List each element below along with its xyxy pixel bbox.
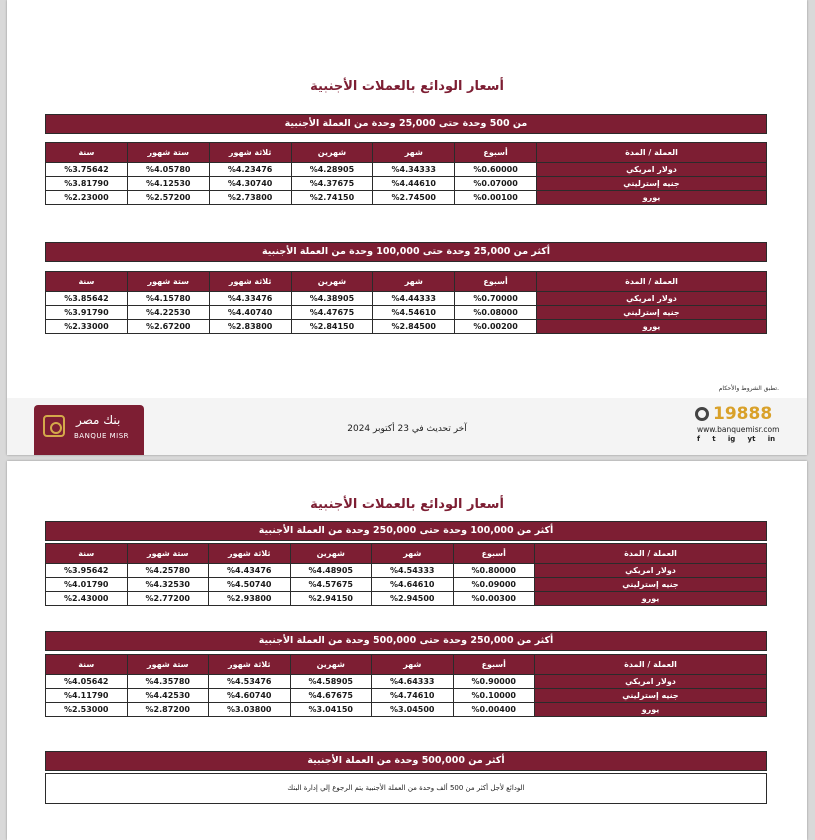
- rate-cell: %3.75642: [46, 163, 128, 177]
- rate-cell: %0.70000: [455, 292, 537, 306]
- header-term: سنة: [46, 655, 128, 675]
- currency-cell: يورو: [535, 592, 767, 606]
- rate-cell: %3.04150: [290, 703, 372, 717]
- rate-cell: %0.80000: [453, 564, 535, 578]
- currency-cell: يورو: [537, 320, 767, 334]
- rate-cell: %4.25780: [127, 564, 209, 578]
- terms-note: .تطبق الشروط والأحكام: [718, 385, 779, 392]
- rate-cell: %4.34333: [373, 163, 455, 177]
- tier-3-rates-table: [45, 543, 767, 606]
- rate-cell: %0.10000: [453, 689, 535, 703]
- rate-cell: %4.28905: [291, 163, 373, 177]
- page-title: أسعار الودائع بالعملات الأجنبية: [310, 79, 504, 94]
- tier-5-note: الودائع لأجل أكثر من 500 ألف وحدة من العملة الأجنبية يتم الرجوع إلي إدارة البنك: [45, 773, 767, 804]
- table-row: [46, 703, 767, 717]
- header-term: ستة شهور: [127, 143, 209, 163]
- header-term: أسبوع: [455, 272, 537, 292]
- rate-cell: %4.54610: [373, 306, 455, 320]
- rate-cell: %4.15780: [127, 292, 209, 306]
- hotline-number: 19888: [713, 404, 773, 424]
- rate-cell: %4.64333: [372, 675, 454, 689]
- last-updated: آخر تحديث في 23 أكتوبر 2024: [347, 424, 467, 434]
- document-page-2: [7, 461, 807, 840]
- rate-cell: %0.09000: [453, 578, 535, 592]
- website-link[interactable]: www.banquemisr.com: [697, 425, 780, 434]
- rate-cell: %2.84500: [373, 320, 455, 334]
- table-row: [46, 320, 767, 334]
- rate-cell: %4.32530: [127, 578, 209, 592]
- header-term: شهر: [372, 544, 454, 564]
- page-title: أسعار الودائع بالعملات الأجنبية: [310, 497, 504, 512]
- header-term: شهر: [372, 655, 454, 675]
- rate-cell: %4.44333: [373, 292, 455, 306]
- header-term: أسبوع: [455, 143, 537, 163]
- rate-cell: %4.64610: [372, 578, 454, 592]
- rate-cell: %2.94500: [372, 592, 454, 606]
- currency-cell: جنيه إسترليني: [537, 177, 767, 191]
- rate-cell: %4.12530: [127, 177, 209, 191]
- header-term: شهر: [373, 272, 455, 292]
- header-term: ستة شهور: [127, 544, 209, 564]
- rate-cell: %4.67675: [290, 689, 372, 703]
- rate-cell: %2.73800: [209, 191, 291, 205]
- rate-cell: %2.53000: [46, 703, 128, 717]
- rate-cell: %0.60000: [455, 163, 537, 177]
- rate-cell: %2.43000: [46, 592, 128, 606]
- rate-cell: %4.47675: [291, 306, 373, 320]
- table-row: [46, 564, 767, 578]
- rate-cell: %0.90000: [453, 675, 535, 689]
- header-term: شهرين: [291, 143, 373, 163]
- rate-cell: %4.43476: [209, 564, 291, 578]
- tier-4-title: أكثر من 250,000 وحدة حتى 500,000 وحدة من العملة الأجنبية: [45, 631, 767, 651]
- header-term: ستة شهور: [127, 272, 209, 292]
- header-term: سنة: [46, 272, 128, 292]
- rate-cell: %4.22530: [127, 306, 209, 320]
- rate-cell: %4.01790: [46, 578, 128, 592]
- document-page-1: [7, 0, 807, 455]
- social-links: [697, 435, 785, 443]
- table-row: [46, 177, 767, 191]
- header-term: شهرين: [290, 544, 372, 564]
- rate-cell: %3.85642: [46, 292, 128, 306]
- rate-cell: %4.40740: [209, 306, 291, 320]
- tier-2-rates-table: [45, 271, 767, 334]
- phone-icon: [695, 407, 709, 421]
- logo-english-text: BANQUE MISR: [74, 432, 130, 440]
- tier-5-title: أكثر من 500,000 وحدة من العملة الأجنبية: [45, 751, 767, 771]
- rate-cell: %2.74500: [373, 191, 455, 205]
- table-row: [46, 306, 767, 320]
- rate-cell: %0.00400: [453, 703, 535, 717]
- rate-cell: %4.23476: [209, 163, 291, 177]
- header-term: أسبوع: [453, 655, 535, 675]
- rate-cell: %0.00300: [453, 592, 535, 606]
- header-term: ثلاثة شهور: [209, 655, 291, 675]
- table-row: [46, 191, 767, 205]
- currency-cell: جنيه إسترليني: [535, 689, 767, 703]
- header-term: شهرين: [291, 272, 373, 292]
- rate-cell: %3.91790: [46, 306, 128, 320]
- table-row: [46, 592, 767, 606]
- table-row: [46, 578, 767, 592]
- tier-3-title: أكثر من 100,000 وحدة حتى 250,000 وحدة من العملة الأجنبية: [45, 521, 767, 541]
- currency-cell: يورو: [537, 191, 767, 205]
- rate-cell: %4.11790: [46, 689, 128, 703]
- header-term: شهر: [373, 143, 455, 163]
- header-currency-term: العملة / المدة: [537, 272, 767, 292]
- header-term: سنة: [46, 143, 128, 163]
- rate-cell: %2.93800: [209, 592, 291, 606]
- rate-cell: %2.94150: [290, 592, 372, 606]
- rate-cell: %4.35780: [127, 675, 209, 689]
- rate-cell: %4.30740: [209, 177, 291, 191]
- facebook-icon[interactable]: f: [697, 435, 701, 443]
- rate-cell: %2.77200: [127, 592, 209, 606]
- currency-cell: يورو: [535, 703, 767, 717]
- table-row: [46, 675, 767, 689]
- tier-4-rates-table: [45, 654, 767, 717]
- header-term: ستة شهور: [127, 655, 209, 675]
- rate-cell: %2.74150: [291, 191, 373, 205]
- rate-cell: %4.58905: [290, 675, 372, 689]
- tier-2-title: أكثر من 25,000 وحدة حتى 100,000 وحدة من العملة الأجنبية: [45, 242, 767, 262]
- currency-cell: دولار امريكي: [537, 163, 767, 177]
- header-term: شهرين: [290, 655, 372, 675]
- rate-cell: %0.00200: [455, 320, 537, 334]
- rate-cell: %3.95642: [46, 564, 128, 578]
- currency-cell: دولار امريكي: [537, 292, 767, 306]
- header-term: سنة: [46, 544, 128, 564]
- rate-cell: %0.08000: [455, 306, 537, 320]
- rate-cell: %4.42530: [127, 689, 209, 703]
- youtube-icon[interactable]: yt: [747, 435, 756, 443]
- rate-cell: %3.04500: [372, 703, 454, 717]
- rate-cell: %4.53476: [209, 675, 291, 689]
- twitter-icon[interactable]: t: [712, 435, 716, 443]
- tier-1-title: من 500 وحدة حتى 25,000 وحدة من العملة الأجنبية: [45, 114, 767, 134]
- linkedin-icon[interactable]: in: [767, 435, 776, 443]
- currency-cell: جنيه إسترليني: [535, 578, 767, 592]
- rate-cell: %4.05780: [127, 163, 209, 177]
- rate-cell: %2.33000: [46, 320, 128, 334]
- table-row: [46, 163, 767, 177]
- header-currency-term: العملة / المدة: [535, 655, 767, 675]
- header-currency-term: العملة / المدة: [537, 143, 767, 163]
- rate-cell: %4.60740: [209, 689, 291, 703]
- table-row: [46, 689, 767, 703]
- rate-cell: %3.03800: [209, 703, 291, 717]
- rate-cell: %2.87200: [127, 703, 209, 717]
- rate-cell: %4.50740: [209, 578, 291, 592]
- table-row: [46, 292, 767, 306]
- currency-cell: جنيه إسترليني: [537, 306, 767, 320]
- header-term: ثلاثة شهور: [209, 143, 291, 163]
- header-term: أسبوع: [453, 544, 535, 564]
- rate-cell: %3.81790: [46, 177, 128, 191]
- header-currency-term: العملة / المدة: [535, 544, 767, 564]
- tier-1-rates-table: [45, 142, 767, 205]
- rate-cell: %2.83800: [209, 320, 291, 334]
- rate-cell: %4.38905: [291, 292, 373, 306]
- rate-cell: %4.57675: [290, 578, 372, 592]
- rate-cell: %4.48905: [290, 564, 372, 578]
- rate-cell: %4.54333: [372, 564, 454, 578]
- rate-cell: %0.00100: [455, 191, 537, 205]
- rate-cell: %4.37675: [291, 177, 373, 191]
- header-term: ثلاثة شهور: [209, 272, 291, 292]
- rate-cell: %2.23000: [46, 191, 128, 205]
- rate-cell: %4.05642: [46, 675, 128, 689]
- currency-cell: دولار امريكي: [535, 564, 767, 578]
- currency-cell: دولار امريكي: [535, 675, 767, 689]
- instagram-icon[interactable]: ig: [727, 435, 736, 443]
- rate-cell: %4.33476: [209, 292, 291, 306]
- rate-cell: %0.07000: [455, 177, 537, 191]
- logo-arabic-text: بنك مصر: [76, 413, 121, 427]
- rate-cell: %2.67200: [127, 320, 209, 334]
- rate-cell: %2.57200: [127, 191, 209, 205]
- rate-cell: %4.44610: [373, 177, 455, 191]
- header-term: ثلاثة شهور: [209, 544, 291, 564]
- rate-cell: %4.74610: [372, 689, 454, 703]
- rate-cell: %2.84150: [291, 320, 373, 334]
